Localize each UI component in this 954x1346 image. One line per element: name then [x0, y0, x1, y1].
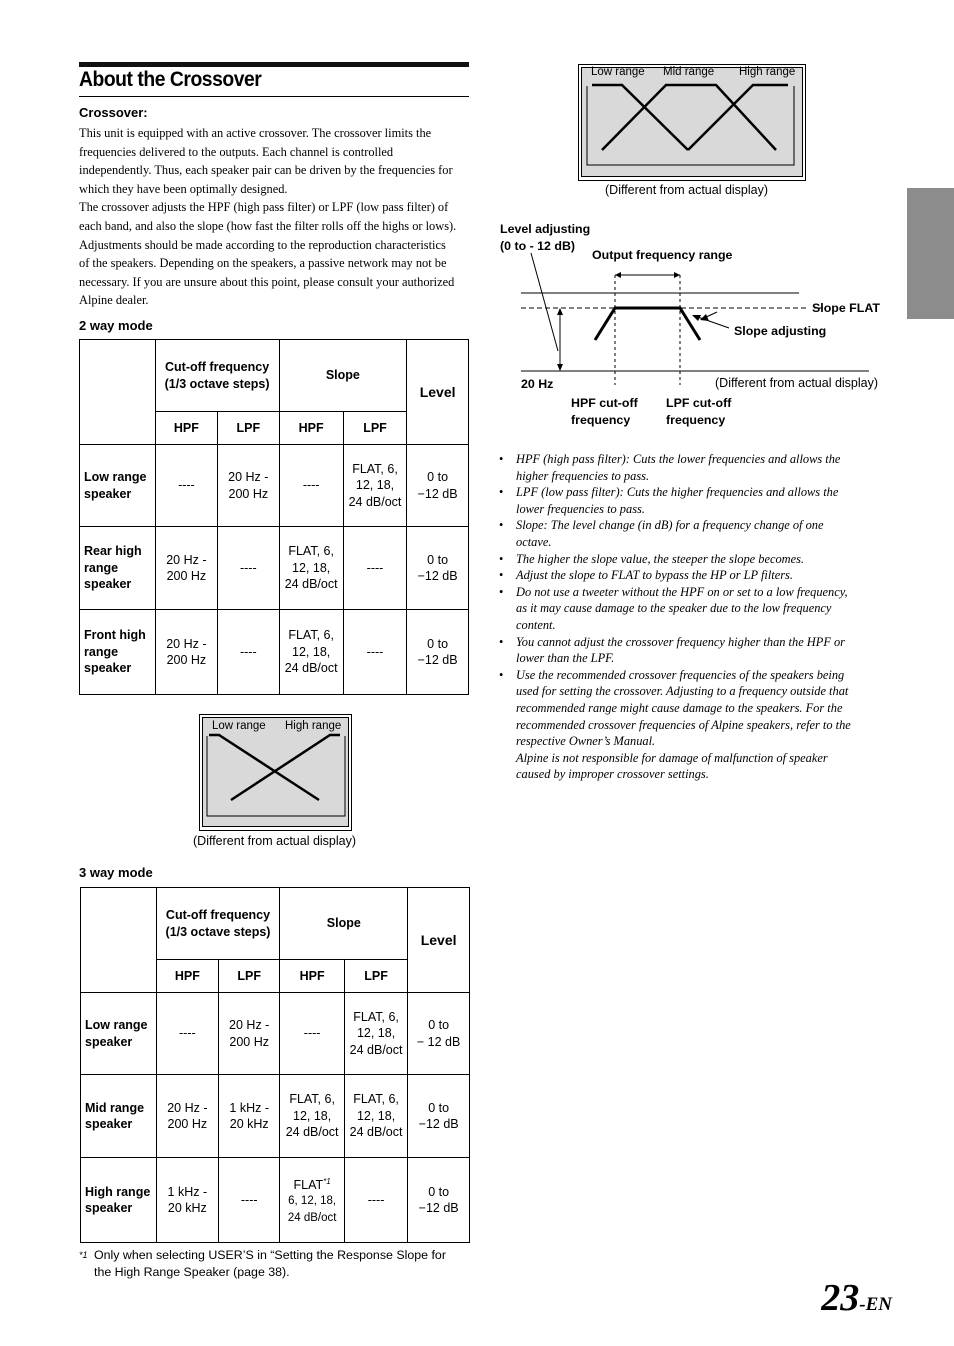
intro-line: Alpine dealer. — [79, 293, 149, 308]
level-adjusting-label: Level adjusting (0 to - 12 dB) — [500, 222, 591, 253]
intro-line: independently. Thus, each speaker pair can be driven by the frequencies for — [79, 163, 453, 178]
table-cell: 1 kHz - 20 kHz — [156, 1158, 218, 1243]
display-high-label: High range — [739, 66, 796, 78]
notes-list — [499, 451, 894, 783]
slope-hpf-header: HPF — [280, 960, 345, 993]
list-item: • Adjust the slope to FLAT to bypass the HP or LP filters. — [499, 568, 793, 583]
lpf-cutoff-label: LPF cut-off frequency — [666, 396, 732, 427]
row-header: High range speaker — [81, 1158, 157, 1243]
slope-flat-label: Slope FLAT — [812, 301, 880, 315]
cutoff-header: Cut-off frequency (1/3 octave steps) — [155, 340, 279, 412]
cut-lpf-header: LPF — [219, 960, 280, 993]
list-item: • Slope: The level change (in dB) for a frequency change of one octave. — [499, 518, 824, 549]
output-range-label: Output frequency range — [592, 248, 733, 262]
three-way-heading: 3 way mode — [79, 865, 153, 880]
intro-line: Adjustments should be made according to the reproduction characteristics — [79, 237, 446, 252]
table-row — [81, 1158, 470, 1243]
table-cell: ---- — [218, 527, 279, 610]
heading-bar — [79, 62, 469, 67]
table-cell: FLAT, 6, 12, 18, 24 dB/oct — [279, 610, 343, 695]
table-cell: FLAT, 6, 12, 18, 24 dB/oct — [343, 445, 406, 527]
slope-header: Slope — [280, 888, 408, 960]
table-cell: 0 to −12 dB — [408, 1158, 470, 1243]
crossover-heading: Crossover: — [79, 105, 148, 120]
table-cell: ---- — [155, 445, 217, 527]
intro-line: frequencies delivered to the outputs. Each channel is controlled — [79, 144, 394, 159]
table-cell: 20 Hz - 200 Hz — [155, 527, 217, 610]
table-cell: 20 Hz - 200 Hz — [219, 993, 280, 1075]
table-cell: ---- — [343, 527, 406, 610]
intro-line: The crossover adjusts the HPF (high pass filter) or LPF (low pass filter) of — [79, 200, 449, 215]
row-header: Front high range speaker — [80, 610, 156, 695]
hpf-cutoff-label: HPF cut-off frequency — [571, 396, 638, 427]
table-cell: ---- — [218, 610, 279, 695]
table-row — [80, 610, 469, 695]
three-way-display-figure — [578, 64, 807, 182]
cut-lpf-header: LPF — [218, 412, 279, 445]
cutoff-header: Cut-off frequency (1/3 octave steps) — [156, 888, 280, 960]
corner-cell — [80, 340, 156, 445]
table-cell: FLAT, 6, 12, 18, 24 dB/oct — [280, 1075, 345, 1158]
list-item: • Do not use a tweeter without the HPF on or set to a low frequency, as it may cause damage to the speaker due to the low frequency content. — [499, 584, 848, 632]
slope-lpf-header: LPF — [344, 960, 407, 993]
table-cell: ---- — [344, 1158, 407, 1243]
hz20-label: 20 Hz — [521, 377, 554, 391]
table-cell: ---- — [280, 993, 345, 1075]
table-cell: 20 Hz - 200 Hz — [156, 1075, 218, 1158]
intro-line: of the speakers. Depending on the speakers, a passive network may not be — [79, 256, 447, 271]
list-item: • You cannot adjust the crossover frequency higher than the HPF or lower than the LPF. — [499, 634, 845, 666]
display-high-label: High range — [285, 720, 342, 732]
display-caption: (Different from actual display) — [193, 834, 357, 848]
slope-header: Slope — [279, 340, 407, 412]
list-item: • LPF (low pass filter): Cuts the higher frequencies and allows the lower frequencies to pass. — [499, 485, 839, 516]
table-cell: 0 to − 12 dB — [408, 993, 470, 1075]
cut-hpf-header: HPF — [155, 412, 217, 445]
table-cell: ---- — [156, 993, 218, 1075]
side-tab-marker — [907, 188, 954, 319]
table-cell: FLAT, 6, 12, 18, 24 dB/oct — [344, 1075, 407, 1158]
footnote-marker: *1 — [323, 1176, 331, 1186]
footnote-line: Only when selecting USER’S in “Setting the Response Slope for — [94, 1248, 446, 1262]
row-header: Rear high range speaker — [80, 527, 156, 610]
display-low-label: Low range — [591, 66, 645, 78]
heading-rule — [79, 96, 469, 97]
intro-line: necessary. If you are unsure about this point, please consult your authorized — [79, 274, 455, 289]
three-way-table — [80, 887, 470, 1243]
table-row — [81, 1075, 470, 1158]
level-header: Level — [407, 340, 469, 445]
two-way-table — [79, 339, 469, 695]
table-cell: 20 Hz - 200 Hz — [218, 445, 279, 527]
footnote-mark: *1 — [79, 1250, 88, 1260]
intro-line: This unit is equipped with an active crossover. The crossover limits the — [79, 126, 432, 140]
row-header: Mid range speaker — [81, 1075, 157, 1158]
display-low-label: Low range — [212, 720, 266, 732]
intro-paragraph — [79, 124, 471, 310]
two-way-heading: 2 way mode — [79, 318, 153, 333]
page-number: 23-EN — [821, 1277, 892, 1319]
footnote — [79, 1247, 446, 1281]
table-row — [80, 527, 469, 610]
table-cell: 20 Hz - 200 Hz — [155, 610, 217, 695]
row-header: Low range speaker — [80, 445, 156, 527]
table-cell: ---- — [279, 445, 343, 527]
list-item: • Use the recommended crossover frequencies of the speakers being used for setting the crossover. Adjusting to a frequency outside that recommended range might cause damage to the speakers. For the recommended crossover frequencies of Alpine speakers, refer to the respective Owner’s Manual. Alpine is not responsible for damage of malfunction of speaker caused by improper crossover settings. — [499, 667, 851, 782]
table-cell: FLAT, 6, 12, 18, 24 dB/oct — [344, 993, 407, 1075]
table-cell: 0 to −12 dB — [407, 527, 469, 610]
corner-cell — [81, 888, 157, 993]
intro-line: which they have been optimally designed. — [79, 181, 288, 196]
table-row — [81, 993, 470, 1075]
diagram-caption: (Different from actual display) — [715, 376, 879, 390]
list-item: • The higher the slope value, the steeper the slope becomes. — [499, 551, 805, 566]
table-cell: 0 to −12 dB — [407, 445, 469, 527]
table-cell: FLAT$^{*1}$ 6, 12, 18, 24 dB/oct — [280, 1158, 345, 1243]
section-title: About the Crossover — [79, 68, 262, 91]
table-cell: ---- — [343, 610, 406, 695]
display-caption: (Different from actual display) — [605, 183, 769, 197]
table-cell: 0 to −12 dB — [408, 1075, 470, 1158]
intro-line: each band, and also the slope (how fast the filter rolls off the highs or lows). — [79, 218, 457, 233]
slope-hpf-header: HPF — [279, 412, 343, 445]
display-mid-label: Mid range — [663, 66, 715, 78]
slope-lpf-header: LPF — [343, 412, 406, 445]
table-cell: ---- — [219, 1158, 280, 1243]
level-header: Level — [408, 888, 470, 993]
row-header: Low range speaker — [81, 993, 157, 1075]
list-item: • HPF (high pass filter): Cuts the lower frequencies and allows the higher frequencies to pass. — [499, 452, 841, 483]
cut-hpf-header: HPF — [156, 960, 218, 993]
table-cell: 0 to −12 dB — [407, 610, 469, 695]
footnote-line: the High Range Speaker (page 38). — [94, 1265, 290, 1279]
table-row — [80, 445, 469, 527]
table-cell: FLAT, 6, 12, 18, 24 dB/oct — [279, 527, 343, 610]
slope-adjusting-label: Slope adjusting — [734, 324, 827, 338]
table-cell: 1 kHz - 20 kHz — [219, 1075, 280, 1158]
